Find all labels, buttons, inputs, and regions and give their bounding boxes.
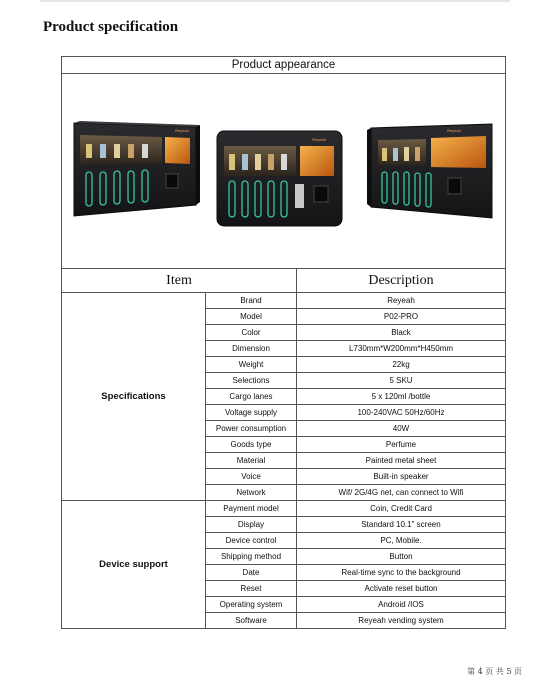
spec-value: Real-time sync to the background xyxy=(297,565,506,581)
spec-value: Perfume xyxy=(297,437,506,453)
spec-label: Goods type xyxy=(206,437,297,453)
spec-label: Color xyxy=(206,325,297,341)
spec-label: Weight xyxy=(206,357,297,373)
vending-machine-illustrations xyxy=(62,74,506,268)
spec-label: Device control xyxy=(206,533,297,549)
spec-value: 5 SKU xyxy=(297,373,506,389)
spec-value: P02-PRO xyxy=(297,309,506,325)
top-divider xyxy=(40,0,510,2)
spec-value: Black xyxy=(297,325,506,341)
spec-value: Reyeah xyxy=(297,293,506,309)
spec-value: 5 x 120ml /bottle xyxy=(297,389,506,405)
spec-value: 40W xyxy=(297,421,506,437)
spec-label: Operating system xyxy=(206,597,297,613)
product-images xyxy=(62,74,505,268)
spec-value: Activate reset button xyxy=(297,581,506,597)
appearance-title: Product appearance xyxy=(62,57,506,74)
item-header: Item xyxy=(62,269,297,293)
spec-label: Brand xyxy=(206,293,297,309)
spec-label: Material xyxy=(206,453,297,469)
spec-label: Voice xyxy=(206,469,297,485)
spec-value: Coin, Credit Card xyxy=(297,501,506,517)
spec-label: Payment model xyxy=(206,501,297,517)
spec-label: Model xyxy=(206,309,297,325)
page-heading: Product specification xyxy=(43,19,179,35)
spec-table xyxy=(61,56,506,629)
spec-value: 100-240VAC 50Hz/60Hz xyxy=(297,405,506,421)
vending-machine-center xyxy=(217,131,342,226)
spec-value: Button xyxy=(297,549,506,565)
spec-value: Wif/ 2G/4G net, can connect to Wifi xyxy=(297,485,506,501)
spec-label: Cargo lanes xyxy=(206,389,297,405)
spec-value: Painted metal sheet xyxy=(297,453,506,469)
spec-row xyxy=(62,293,506,309)
brand-label-left: Reyeah xyxy=(175,128,189,133)
spec-label: Reset xyxy=(206,581,297,597)
page-footer: 第 4 页 共 5 页 xyxy=(467,667,522,676)
spec-value: 22kg xyxy=(297,357,506,373)
product-image-cell xyxy=(62,74,506,269)
spec-value: L730mm*W200mm*H450mm xyxy=(297,341,506,357)
spec-value: PC, Mobile. xyxy=(297,533,506,549)
spec-label: Power consumption xyxy=(206,421,297,437)
brand-label-right: Reyeah xyxy=(447,128,461,133)
spec-label: Dimension xyxy=(206,341,297,357)
description-header: Description xyxy=(297,269,506,293)
spec-label: Date xyxy=(206,565,297,581)
spec-value: Reyeah vending system xyxy=(297,613,506,629)
spec-row xyxy=(62,501,506,517)
device-support-group-label: Device support xyxy=(62,501,206,629)
spec-label: Voltage supply xyxy=(206,405,297,421)
spec-label: Selections xyxy=(206,373,297,389)
vending-machine-left xyxy=(74,121,200,216)
vending-machine-right xyxy=(367,124,492,218)
spec-label: Network xyxy=(206,485,297,501)
spec-label: Software xyxy=(206,613,297,629)
spec-value: Built-in speaker xyxy=(297,469,506,485)
spec-label: Shipping method xyxy=(206,549,297,565)
spec-label: Display xyxy=(206,517,297,533)
brand-label-center: Reyeah xyxy=(312,137,326,142)
spec-value: Android /IOS xyxy=(297,597,506,613)
spec-value: Standard 10.1" screen xyxy=(297,517,506,533)
specifications-group-label: Specifications xyxy=(62,293,206,501)
